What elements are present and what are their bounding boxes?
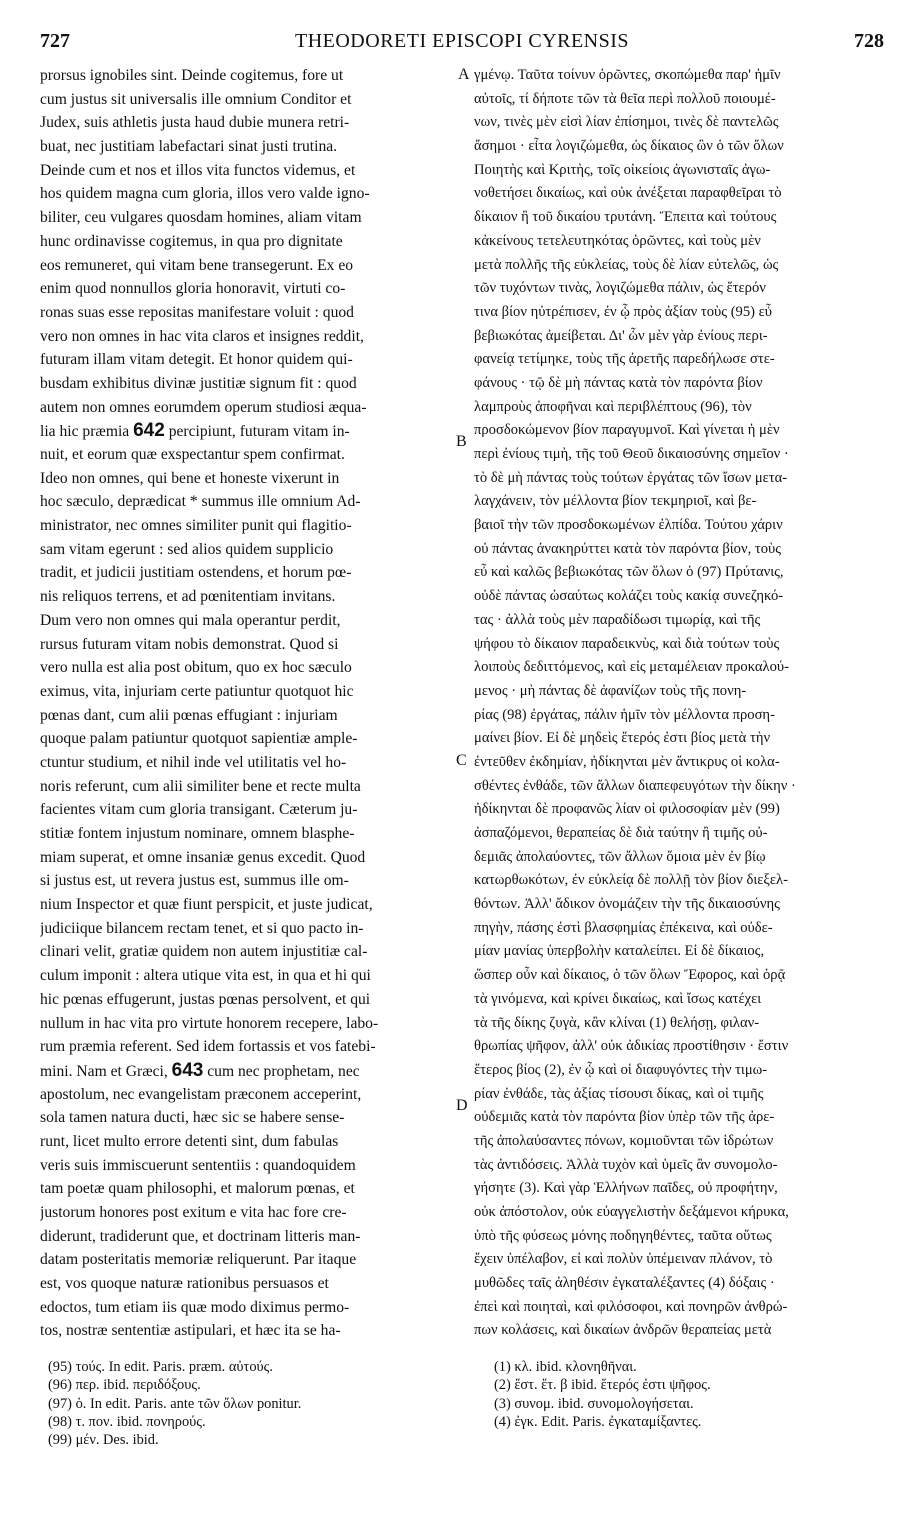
latin-line: justorum honores post exitum e vita hac fore cre- [40,1204,347,1221]
latin-line: vero nulla est alia post obitum, quo ex hoc sæculo [40,659,352,677]
latin-line: rum præmia referent. Sed idem fortassis et vos fatebi- [40,1038,376,1056]
text-segment: mini. Nam et Græci, [40,1062,172,1080]
latin-column [40,64,450,1343]
margin-marker-c: C [456,752,467,769]
greek-line: λοιποὺς δεδιττόμενος, καὶ εἰς μεταμέλειαν προκαλού- [474,659,790,676]
latin-line: Dum vero non omnes qui mala operantur perdit, [40,611,341,629]
greek-line: οὐδεμιᾶς κατὰ τὸν παρόντα βίον ὑπὲρ τῶν τῆς ἀρε- [474,1109,775,1126]
greek-line: λαμπροὺς ἀποφῆναι καὶ περιβλέπτους (96), τὸν [474,398,752,415]
footnote: (4) ἐγκ. Edit. Paris. ἐγκαταμίξαντες. [494,1413,702,1430]
latin-line: Ideo non omnes, qui bene et honeste vixerunt in [40,469,340,487]
footnote: (1) κλ. ibid. κλονηθῆναι. [494,1359,637,1375]
greek-line: δεμιᾶς ἀπολαύοντες, τῶν ἄλλων ὅμοια μὲν ἐν βίῳ [474,848,766,865]
latin-line: miam superat, et omne insaniæ genus excedit. Quod [40,848,366,866]
greek-line: τὰ γινόμενα, καὶ κρίνει δικαίως, καὶ ἴσως κατέχει [474,990,762,1007]
greek-column [474,64,886,1343]
footnotes-left [48,1358,428,1449]
latin-line: nuit, et eorum quæ exspectantur spem confirmat. [40,446,345,463]
footnote: (99) μέν. Des. ibid. [48,1432,159,1449]
latin-line: si justus est, ut revera justus est, summus ille om- [40,872,349,890]
greek-line: οὐκ ἀπόστολον, οὐκ εὐαγγελιστὴν δεξάμενοι κήρυκα, [474,1204,789,1220]
latin-line: futuram illam vitam detegit. Et honor quidem qui- [40,351,353,369]
margin-marker-b: B [456,433,467,450]
latin-line: buat, nec justitiam labefactari sinat justi trutina. [40,138,338,156]
greek-line: εὖ καὶ καλῶς βεβιωκότας τῶν ὅλων ὁ (97) Πρύτανις, [474,564,784,581]
latin-line: ronas suas esse repositas manifestare voluit : quod [40,303,354,321]
greek-line: ρίαν ἐνθάδε, τὰς ἀξίας τίσουσι δίκας, καὶ οἱ τιμῆς [474,1085,764,1102]
greek-line: δίκαιον ἢ τοῦ δικαίου τρυτάνη. Ἔπειτα καὶ τούτους [474,209,777,226]
latin-line: quoque palam patiuntur quotquot sapientiæ ample- [40,730,358,748]
greek-line: ὥσπερ οὖν καὶ δίκαιος, ὁ τῶν ὅλων Ἔφορος, καὶ ὁρᾷ [474,967,786,984]
greek-line: ὑπὸ τῆς φύσεως μόνης ποδηγηθέντες, ταῦτα οὕτως [474,1227,772,1244]
latin-line [40,1059,450,1083]
greek-line: τινα βίον ηὐτρέπισεν, ἐν ᾧ πρὸς ἀξίαν τοὺς (95) εὖ [474,303,773,320]
latin-line: diderunt, tradiderunt que, et doctrinam litteris man- [40,1227,361,1245]
greek-line: περὶ ἐνίους τιμὴ, τῆς τοῦ Θεοῦ δικαιοσύνης σημεῖον · [474,446,789,462]
page-number-right: 728 [854,30,884,52]
greek-line: σθέντες ἐνθάδε, τῶν ἄλλων διαπεφευγότων τὴν δίκην · [474,777,796,794]
greek-line: πηγὴν, πάσης ἐστὶ βλασφημίας ἐπέκεινα, καὶ οὐδε- [474,919,773,936]
latin-line: datam posteritatis memoriæ reliquerunt. Par itaque [40,1251,357,1269]
greek-line: γήσητε (3). Καὶ γὰρ Ἑλλήνων παῖδες, οὐ προφήτην, [474,1180,778,1197]
latin-line: stitiæ fontem injustum nominare, omnem blasphe- [40,825,355,842]
greek-line: ρίας (98) ἐργάτας, πάλιν ἡμῖν τὸν μέλλοντα προση- [474,706,775,723]
greek-line: προσδοκώμενον βίον παραγυμνοῖ. Καὶ γίνεται ἡ μὲν [474,422,780,439]
latin-line: est, vos quoque naturæ rationibus persuasos et [40,1275,329,1293]
latin-line: tradit, et judicii justitiam ostendens, et horum pœ- [40,564,352,582]
greek-line: κἀκείνους τετελευτηκότας ὁρῶντες, καὶ τοὺς μὲν [474,232,761,249]
latin-line: cum justus sit universalis ille omnium Conditor et [40,90,352,108]
greek-line: μυθῶδες ταῖς ἀληθέσιν ἐγκαταλέξαντες (4) δόξαις · [474,1275,775,1292]
latin-line: nullum in hac vita pro virtute honorem recepere, labo- [40,1014,379,1032]
greek-line: μίαν μανίας ὑπερβολὴν καταλείπει. Εἰ δὲ δίκαιος, [474,943,765,960]
latin-line: hos quidem magna cum gloria, illos vero valde igno- [40,185,370,203]
greek-line: μενος · μὴ πάντας δὲ ἀφανίζων τοὺς τῆς πονη- [474,682,747,699]
latin-line: clinari velit, gratiæ quidem non autem injustitiæ cal- [40,943,368,961]
text-segment: percipiunt, futuram vitam in- [164,423,350,441]
footnote: (2) ἕστ. ἕτ. β ibid. ἕτερός ἐστι ψῆφος. [494,1377,711,1394]
latin-line: veris suis immiscuerunt sententiis : quandoquidem [40,1156,356,1174]
latin-line: pœnas dant, cum alii pœnas effugiant : injuriam [40,706,338,724]
greek-line: ἀσπαζόμενοι, θεραπείας δὲ διὰ ταύτην ἢ τιμῆς οὐ- [474,825,768,841]
greek-line: μετὰ πολλῆς τῆς εὐκλείας, τοὺς δὲ λίαν εὐτελῶς, ὡς [474,256,779,273]
footnote: (3) συνομ. ibid. συνομολογήσεται. [494,1395,694,1412]
latin-line: nium Inspector et quæ fiunt perspicit, et juste judicat, [40,896,373,914]
latin-line: culum imponit : altera utique vita est, in qua et hi qui [40,967,371,985]
column-number: 642 [133,420,165,442]
running-header [40,30,884,62]
latin-line: Judex, suis athletis justa haud dubie munera retri- [40,114,350,132]
page-number-left: 727 [40,30,70,52]
greek-line: νων, τινὲς μὲν εἰσὶ λίαν ἐπίσημοι, τινὲς δὲ παντελῶς [474,114,779,131]
margin-marker-d: D [456,1097,468,1114]
footnote: (97) ὁ. In edit. Paris. ante τῶν ὅλων ponitur. [48,1395,302,1412]
greek-line: τὰς ἀντιδόσεις. Ἀλλὰ τυχὸν καὶ ὑμεῖς ἂν συνομολο- [474,1156,778,1173]
greek-line: θρωπίας ψῆφον, ἀλλ' οὐκ ἀδικίας προστίθησιν · ἔστιν [474,1038,789,1055]
latin-line: Deinde cum et nos et illos vita functos videmus, et [40,161,356,179]
greek-line: τας · ἀλλὰ τοὺς μὲν παραδίδωσι τιμωρίᾳ, καὶ τῆς [474,611,761,628]
latin-line: busdam exhibitus divinæ justitiæ signum fit : quod [40,374,357,392]
greek-line: τὰ τῆς δίκης ζυγὰ, κἂν κλίναι (1) θελήσῃ, φιλαν- [474,1014,760,1031]
latin-line: hic pœnas effugerunt, justas pœnas persolvent, et qui [40,990,371,1008]
greek-line: βαιοῖ τὴν τῶν προσδοκωμένων ἐλπίδα. Τούτου χάριν [474,517,783,534]
latin-line: hunc ordinavisse cogitemus, in qua pro dignitate [40,232,343,250]
greek-line: αὐτοῖς, τί δήποτε τῶν τὰ θεῖα περὶ πολλοῦ ποιουμέ- [474,90,776,107]
latin-line: eos remuneret, qui vitam bene transegerunt. Ex eo [40,256,354,274]
latin-line: prorsus ignobiles sint. Deinde cogitemus, fore ut [40,67,344,84]
greek-line: ἄσημοι · εἶτα λογιζώμεθα, ὡς δίκαιος ὢν ὁ τῶν ὅλων [474,138,784,155]
greek-line: τὸ δὲ μὴ πάντας τοὺς τούτων ἐργάτας τῶν ἴσων μετα- [474,469,788,486]
greek-line: Ποιητὴς καὶ Κριτὴς, τοῖς οἰκείοις ἀγωνισταῖς ἀγω- [474,161,771,178]
latin-line: apostolum, nec evangelistam præconem acceperint, [40,1085,362,1103]
footnote: (96) περ. ibid. περιδόξους. [48,1377,201,1394]
greek-line: νοθετήσει δικαίως, καὶ οὐκ ἀνέξεται παραφθεῖραι τὸ [474,185,782,202]
greek-line: λαγχάνειν, τὸν μέλλοντα βίον τεκμηριοῖ, καὶ βε- [474,493,757,510]
greek-line: οὐδὲ πάντας ὡσαύτως κολάζει τοὺς κακίᾳ συνεζηκό- [474,588,784,605]
latin-line: nis reliquos terrens, et ad pœnitentiam invitans. [40,588,336,606]
running-title: THEODORETI EPISCOPI CYRENSIS [294,30,630,52]
greek-line: οὐ πάντας ἀνακηρύττει κατὰ τὸν παρόντα βίον, τοὺς [474,540,782,557]
greek-line: φανείᾳ τετίμηκε, τοὺς τῆς ἀρετῆς παρεδήλωσε στε- [474,351,775,368]
latin-line: edoctos, tum etiam iis quæ modo diximus permo- [40,1298,350,1316]
greek-line: ἕτερος βίος (2), ἐν ᾧ καὶ οἱ διαφυγόντες τὴν τιμω- [474,1061,768,1078]
greek-line: τῆς ἀπολαύσαντες πόνων, κομιοῦνται τῶν ἱδρώτων [474,1132,774,1149]
footnote: (98) τ. πον. ibid. πονηρούς. [48,1413,206,1430]
latin-line: ministrator, nec omnes similiter punit qui flagitio- [40,517,352,535]
latin-line: eximus, vita, injuriam certe patiuntur quotquot hic [40,682,354,700]
latin-line: judiciique bilancem rectam tenet, et si quo pacto in- [40,919,364,937]
latin-line: tos, nostræ sententiæ astipulari, et hæc ita se ha- [40,1322,341,1340]
latin-line: noris referunt, cum alii similiter bene et recte multa [40,777,361,795]
greek-line: βεβιωκότας ἀμείβεται. Δι' ὧν μὲν γὰρ ἐνίους περι- [474,327,768,344]
latin-line: tam poetæ quam philosophi, et malorum pœnas, et [40,1180,355,1198]
greek-line: ἠδίκηνται δὲ προφανῶς λίαν οἱ φιλοσοφίαν μὲν (99) [474,801,780,818]
greek-line: ἐντεῦθεν ἐκδημίαν, ἠδίκηνται μὲν ἄντικρυς οἱ κολα- [474,753,780,770]
greek-line: ψήφου τὸ δίκαιον παραδεικνὺς, καὶ διὰ τούτων τοὺς [474,635,780,652]
latin-line [40,419,450,443]
greek-line: ἐπεὶ καὶ ποιηταὶ, καὶ φιλόσοφοι, καὶ πονηρῶν ἀνθρώ- [474,1298,788,1315]
greek-line: πων κολάσεις, καὶ δικαίων ἀνδρῶν θεραπείας μετὰ [474,1322,772,1339]
footnote: (95) τούς. In edit. Paris. præm. αὐτούς. [48,1359,273,1375]
latin-line: hoc sæculo, deprædicat * summus ille omnium Ad- [40,493,361,511]
greek-line: μαίνει βίον. Εἰ δὲ μηδεὶς ἕτερός ἐστι βίος μετὰ τὴν [474,730,771,747]
greek-line: γμένῳ. Ταῦτα τοίνυν ὁρῶντες, σκοπώμεθα παρ' ἡμῖν [474,67,781,83]
footnotes-right [494,1358,874,1431]
greek-line: κατωρθωκότων, ἐν εὐκλείᾳ δὲ πολλῇ τὸν βίον διεξελ- [474,872,788,889]
margin-marker-a: A [458,66,470,83]
greek-line: τῶν τυχόντων τινὰς, λογιζώμεθα πάλιν, ὡς ἕτερόν [474,280,766,297]
latin-line: runt, licet multo errore detenti sint, dum fabulas [40,1132,339,1150]
latin-line: enim quod nonnullos gloria honoravit, virtuti co- [40,280,346,298]
latin-line: sam vitam egerunt : sed alios quidem supplicio [40,540,334,558]
latin-line: facientes vitam cum gloria transigant. Cæterum ju- [40,801,358,819]
greek-line: ἔχειν ὑπέλαβον, εἰ καὶ πολὺν ὑπέμειναν πλάνον, τὸ [474,1251,773,1268]
column-number: 643 [171,1059,204,1081]
latin-line: biliter, ceu vulgares quosdam homines, aliam vitam [40,209,362,227]
text-segment: lia hic præmia [40,423,134,441]
latin-line: autem non omnes eorumdem operum studiosi æqua- [40,398,367,416]
latin-line: ctuntur studium, et nihil inde vel utilitatis vel ho- [40,753,347,771]
latin-line: sola tamen natura ducti, hæc sic se habere sense- [40,1109,345,1127]
latin-line: vero non omnes in hac vita claros et insignes reddit, [40,327,364,345]
latin-line: rursus futuram vitam nobis demonstrat. Quod si [40,635,339,653]
greek-line: θόντων. Ἀλλ' ἄδικον ὀνομάζειν τὴν τῆς δικαιοσύνης [474,896,780,913]
greek-line: φάνους · τῷ δὲ μὴ πάντας κατὰ τὸν παρόντα βίον [474,374,763,391]
text-segment: cum nec prophetam, nec [203,1062,360,1080]
